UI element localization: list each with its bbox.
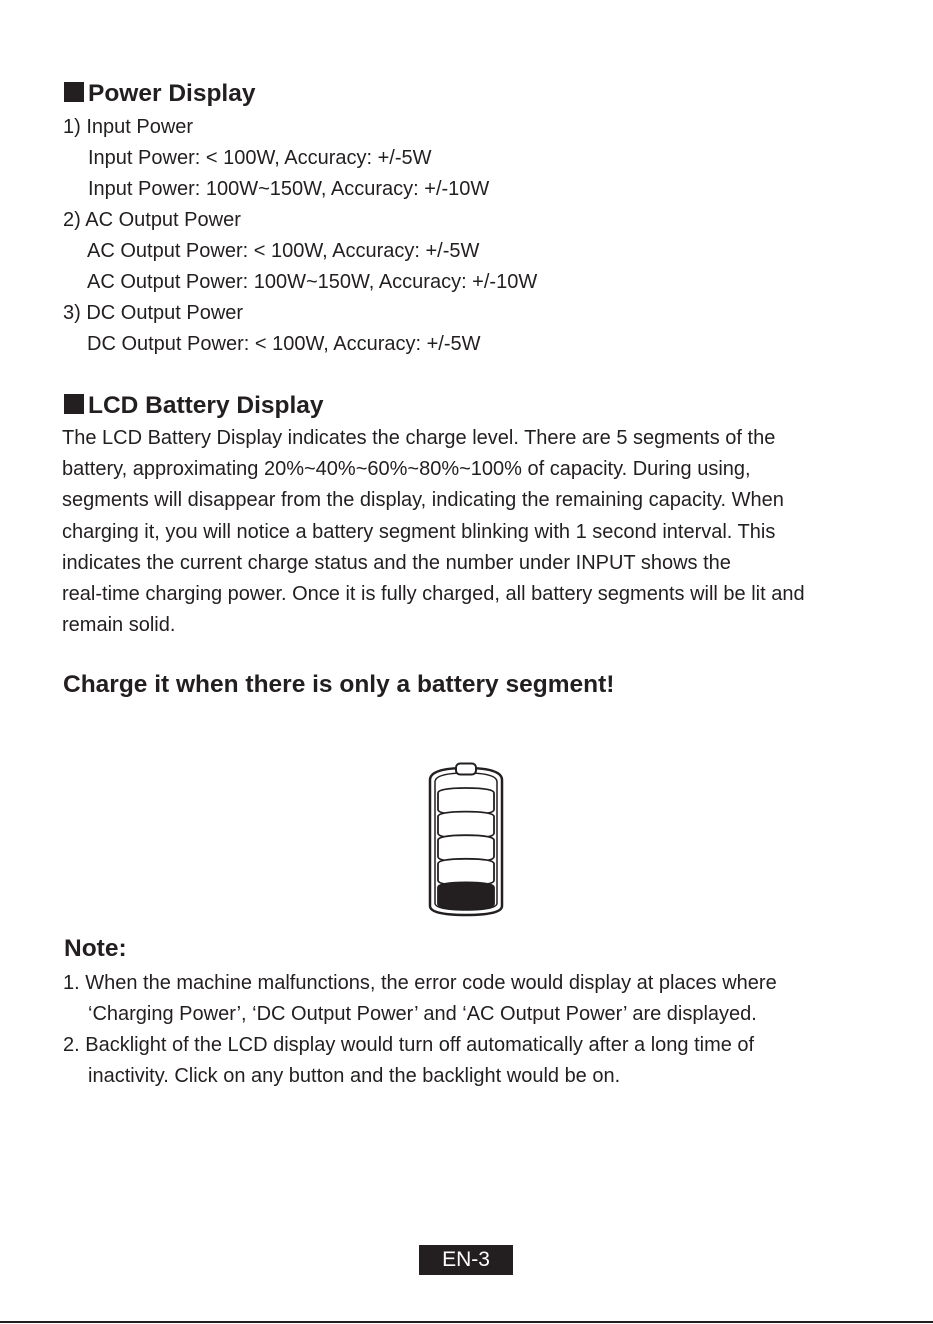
battery-segment-empty — [438, 788, 494, 815]
page-number: EN-3 — [419, 1245, 513, 1275]
input-power-line-1: Input Power: < 100W, Accuracy: +/-5W — [88, 147, 432, 169]
power-display-title: Power Display — [88, 80, 256, 107]
paragraph-line: battery, approximating 20%~40%~60%~80%~100% of capacity. During using, — [62, 458, 751, 481]
paragraph-line: indicates the current charge status and the number under INPUT shows the — [62, 551, 731, 574]
ac-output-power-line-1: AC Output Power: < 100W, Accuracy: +/-5W — [87, 240, 480, 262]
battery-segment-lit — [438, 882, 494, 909]
power-display-heading — [64, 82, 255, 107]
ac-output-power-label: 2) AC Output Power — [63, 209, 241, 231]
note-item-2-line-1: 2. Backlight of the LCD display would turn off automatically after a long time of — [63, 1034, 755, 1056]
ac-output-power-line-2: AC Output Power: 100W~150W, Accuracy: +/-10W — [87, 271, 538, 293]
paragraph-line: remain solid. — [62, 614, 176, 637]
input-power-line-2: Input Power: 100W~150W, Accuracy: +/-10W — [88, 178, 490, 200]
battery-icon — [426, 762, 506, 918]
lcd-battery-title: LCD Battery Display — [88, 392, 324, 419]
note-title: Note: — [64, 935, 127, 962]
dc-output-power-label: 3) DC Output Power — [63, 302, 244, 324]
paragraph-line: segments will disappear from the display, indicating the remaining capacity. When — [62, 489, 784, 512]
battery-segment-empty — [438, 812, 494, 839]
note-item-2-line-2: inactivity. Click on any button and the backlight would be on. — [88, 1065, 621, 1087]
paragraph-line: The LCD Battery Display indicates the charge level. There are 5 segments of the — [62, 427, 776, 449]
charge-warning: Charge it when there is only a battery segment! — [63, 671, 615, 698]
lcd-battery-heading — [64, 394, 324, 419]
battery-terminal — [456, 764, 476, 775]
battery-segment-empty — [438, 859, 494, 886]
bottom-rule — [0, 1321, 933, 1323]
note-item-1-line-1: 1. When the machine malfunctions, the error code would display at places where — [63, 972, 777, 994]
square-bullet-icon — [64, 82, 84, 102]
paragraph-line: real-time charging power. Once it is fully charged, all battery segments will be lit and — [62, 583, 805, 606]
battery-segment-empty — [438, 835, 494, 862]
dc-output-power-line-1: DC Output Power: < 100W, Accuracy: +/-5W — [87, 333, 481, 355]
lcd-battery-paragraph — [62, 423, 882, 641]
square-bullet-icon — [64, 394, 84, 414]
note-item-1-line-2: ‘Charging Power’, ‘DC Output Power’ and ‘AC Output Power’ are displayed. — [88, 1003, 757, 1025]
input-power-label: 1) Input Power — [63, 116, 194, 138]
paragraph-line: charging it, you will notice a battery segment blinking with 1 second interval. This — [62, 520, 776, 543]
